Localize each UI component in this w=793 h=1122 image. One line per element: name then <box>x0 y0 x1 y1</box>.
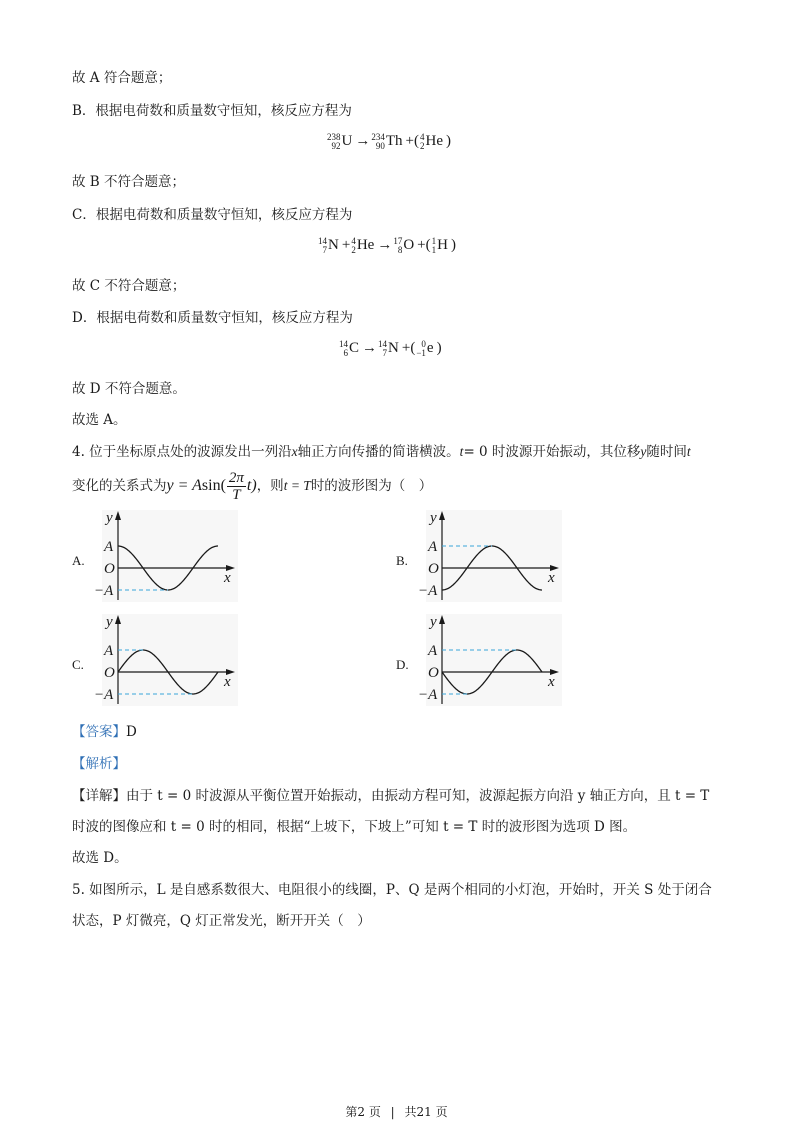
analysis-line <box>72 754 126 774</box>
equation-operator: → <box>377 237 393 254</box>
equation-d <box>339 340 443 358</box>
equation-operator: → <box>355 133 371 150</box>
option-b-graph[interactable] <box>412 508 562 603</box>
atomic-number: 1 <box>431 245 437 255</box>
answer-value: D <box>126 724 137 740</box>
element-symbol: O <box>403 237 415 254</box>
option-a-graph[interactable] <box>88 508 238 603</box>
x-axis-label: x <box>224 674 231 690</box>
neg-amplitude-label: −A <box>418 687 438 703</box>
footer-separator: | <box>390 1105 395 1119</box>
mass-number: 238 <box>327 132 341 142</box>
equation-operator: → <box>362 340 378 357</box>
option-d-conclusion: 故 D 不符合题意。 <box>72 381 186 397</box>
q4-text-a: 4. 位于坐标原点处的波源发出一列沿 <box>72 444 292 460</box>
q4-var-y: y <box>640 444 647 459</box>
option-a-label[interactable]: A. <box>72 553 85 568</box>
option-d-label[interactable]: D. <box>396 657 409 672</box>
mass-number: 4 <box>419 132 425 142</box>
option-d-graph[interactable] <box>412 612 562 707</box>
total-pages: 共21 页 <box>404 1105 448 1119</box>
atomic-number: −1 <box>416 348 426 358</box>
q4-formula-lhs: y = A <box>166 477 202 494</box>
option-b-intro: B．根据电荷数和质量数守恒知，核反应方程为 <box>72 103 352 119</box>
detail-tag: 【详解】 <box>72 788 126 804</box>
mass-number: 0 <box>421 339 426 349</box>
detail-text1: 由于 t = 0 时波源从平衡位置开始振动，由振动方程可知，波源起振方向沿 y 轴正方向，且 t = T <box>126 788 710 804</box>
page-number: 第2 页 <box>345 1105 381 1119</box>
equation-operator: ) <box>445 133 451 150</box>
x-axis-label: x <box>224 570 231 586</box>
option-b-label[interactable]: B. <box>396 553 408 568</box>
atomic-number: 7 <box>382 348 388 358</box>
graph-background <box>426 614 562 706</box>
amplitude-label: A <box>428 539 438 555</box>
nuclide <box>327 133 354 149</box>
q4-line2-text-c: 时的波形图为（ ） <box>310 478 433 494</box>
neg-amplitude-label: −A <box>94 687 114 703</box>
fraction-denominator: T <box>232 487 241 503</box>
element-symbol: Th <box>385 133 403 150</box>
element-symbol: e <box>426 340 434 357</box>
amplitude-label: A <box>104 643 114 659</box>
y-axis-label: y <box>430 510 437 526</box>
nuclide <box>420 133 445 149</box>
mass-number: 14 <box>339 339 348 349</box>
nuclide <box>371 133 404 149</box>
y-axis-label: y <box>430 614 437 630</box>
q4-text-b: 轴正方向传播的简谐横波。 <box>297 444 460 460</box>
question5-line1: 5. 如图所示，L 是自感系数很大、电阻很小的线圈，P、Q 是两个相同的小灯泡，开始时，开关 S 处于闭合 <box>72 882 712 898</box>
mass-number: 234 <box>371 132 385 142</box>
select-a: 故选 A。 <box>72 412 127 428</box>
origin-label: O <box>104 561 115 577</box>
fraction-numerator: 2π <box>228 470 244 486</box>
detail-line2: 时波的图像应和 t = 0 时的相同，根据“上坡下，下坡上”可知 t = T 时的波形图为选项 D 图。 <box>72 819 637 835</box>
nuclide <box>432 237 450 253</box>
element-symbol: N <box>328 237 339 254</box>
answer-line <box>72 722 137 742</box>
x-axis-label: x <box>548 570 555 586</box>
atomic-number: 7 <box>322 245 327 255</box>
q4-text-d: 随时间 <box>646 444 687 460</box>
nuclide <box>393 237 416 253</box>
mass-number: 14 <box>318 236 327 246</box>
q4-var-x: x <box>291 444 298 459</box>
question4-line2 <box>72 466 432 506</box>
equation-c <box>318 237 457 255</box>
option-a-conclusion: 故 A 符合题意； <box>72 70 172 86</box>
atomic-number: 2 <box>351 245 356 255</box>
q4-var-t: t <box>686 444 691 459</box>
equation-operator: +( <box>405 133 419 150</box>
element-symbol: He <box>425 133 443 150</box>
origin-label: O <box>428 561 439 577</box>
question4-line1 <box>72 442 691 462</box>
amplitude-label: A <box>428 643 438 659</box>
atomic-number: 6 <box>343 348 348 358</box>
element-symbol: U <box>341 133 353 150</box>
equation-operator: +( <box>417 237 431 254</box>
nuclide <box>339 340 361 356</box>
equation-operator: + <box>341 237 351 254</box>
graph-background <box>426 510 562 602</box>
element-symbol: He <box>356 237 375 254</box>
q4-line2-text-a: 变化的关系式为 <box>72 478 167 494</box>
option-b-conclusion: 故 B 不符合题意； <box>72 174 186 190</box>
question5-line2: 状态，P 灯微亮，Q 灯正常发光，断开开关（ ） <box>72 913 371 929</box>
element-symbol: N <box>388 340 399 357</box>
select-d: 故选 D。 <box>72 850 128 866</box>
graph-background <box>102 510 238 602</box>
mass-number: 1 <box>431 236 437 246</box>
q4-var-tT: t = T <box>283 478 311 493</box>
neg-amplitude-label: −A <box>418 583 438 599</box>
option-c-intro: C．根据电荷数和质量数守恒知，核反应方程为 <box>72 207 353 223</box>
neg-amplitude-label: −A <box>94 583 114 599</box>
atomic-number: 8 <box>397 245 403 255</box>
nuclide <box>351 237 376 253</box>
option-c-label[interactable]: C. <box>72 657 84 672</box>
q4-text-c: = 0 时波源开始振动，其位移 <box>463 444 641 460</box>
atomic-number: 2 <box>419 141 425 151</box>
analysis-tag: 【解析】 <box>72 756 126 772</box>
element-symbol: H <box>437 237 448 254</box>
atomic-number: 90 <box>375 141 385 151</box>
nuclide <box>416 340 435 356</box>
page-footer <box>0 1103 793 1120</box>
mass-number: 14 <box>378 339 388 349</box>
equation-operator: ) <box>450 237 456 254</box>
nuclide <box>378 340 401 356</box>
equation-b <box>327 133 452 151</box>
y-axis-label: y <box>106 510 113 526</box>
x-axis-label: x <box>548 674 555 690</box>
amplitude-label: A <box>104 539 114 555</box>
mass-number: 4 <box>351 236 356 246</box>
detail-line1 <box>72 786 709 806</box>
equation-operator: ) <box>436 340 442 357</box>
option-c-graph[interactable] <box>88 612 238 707</box>
q4-line2-text-b: ，则 <box>256 478 284 494</box>
option-c-conclusion: 故 C 不符合题意； <box>72 278 186 294</box>
q4-var-t0: t <box>459 444 464 459</box>
equation-operator: +( <box>401 340 416 357</box>
option-d-intro: D．根据电荷数和质量数守恒知，核反应方程为 <box>72 310 353 326</box>
graph-background <box>102 614 238 706</box>
origin-label: O <box>104 665 115 681</box>
y-axis-label: y <box>106 614 113 630</box>
q4-formula-fraction <box>227 470 246 503</box>
q4-formula-sin: sin( <box>201 477 226 494</box>
q4-formula-rhs: t) <box>246 477 257 494</box>
mass-number: 17 <box>393 236 403 246</box>
nuclide <box>318 237 341 253</box>
element-symbol: C <box>349 340 360 357</box>
atomic-number: 92 <box>331 141 341 151</box>
origin-label: O <box>428 665 439 681</box>
answer-tag: 【答案】 <box>72 724 126 740</box>
